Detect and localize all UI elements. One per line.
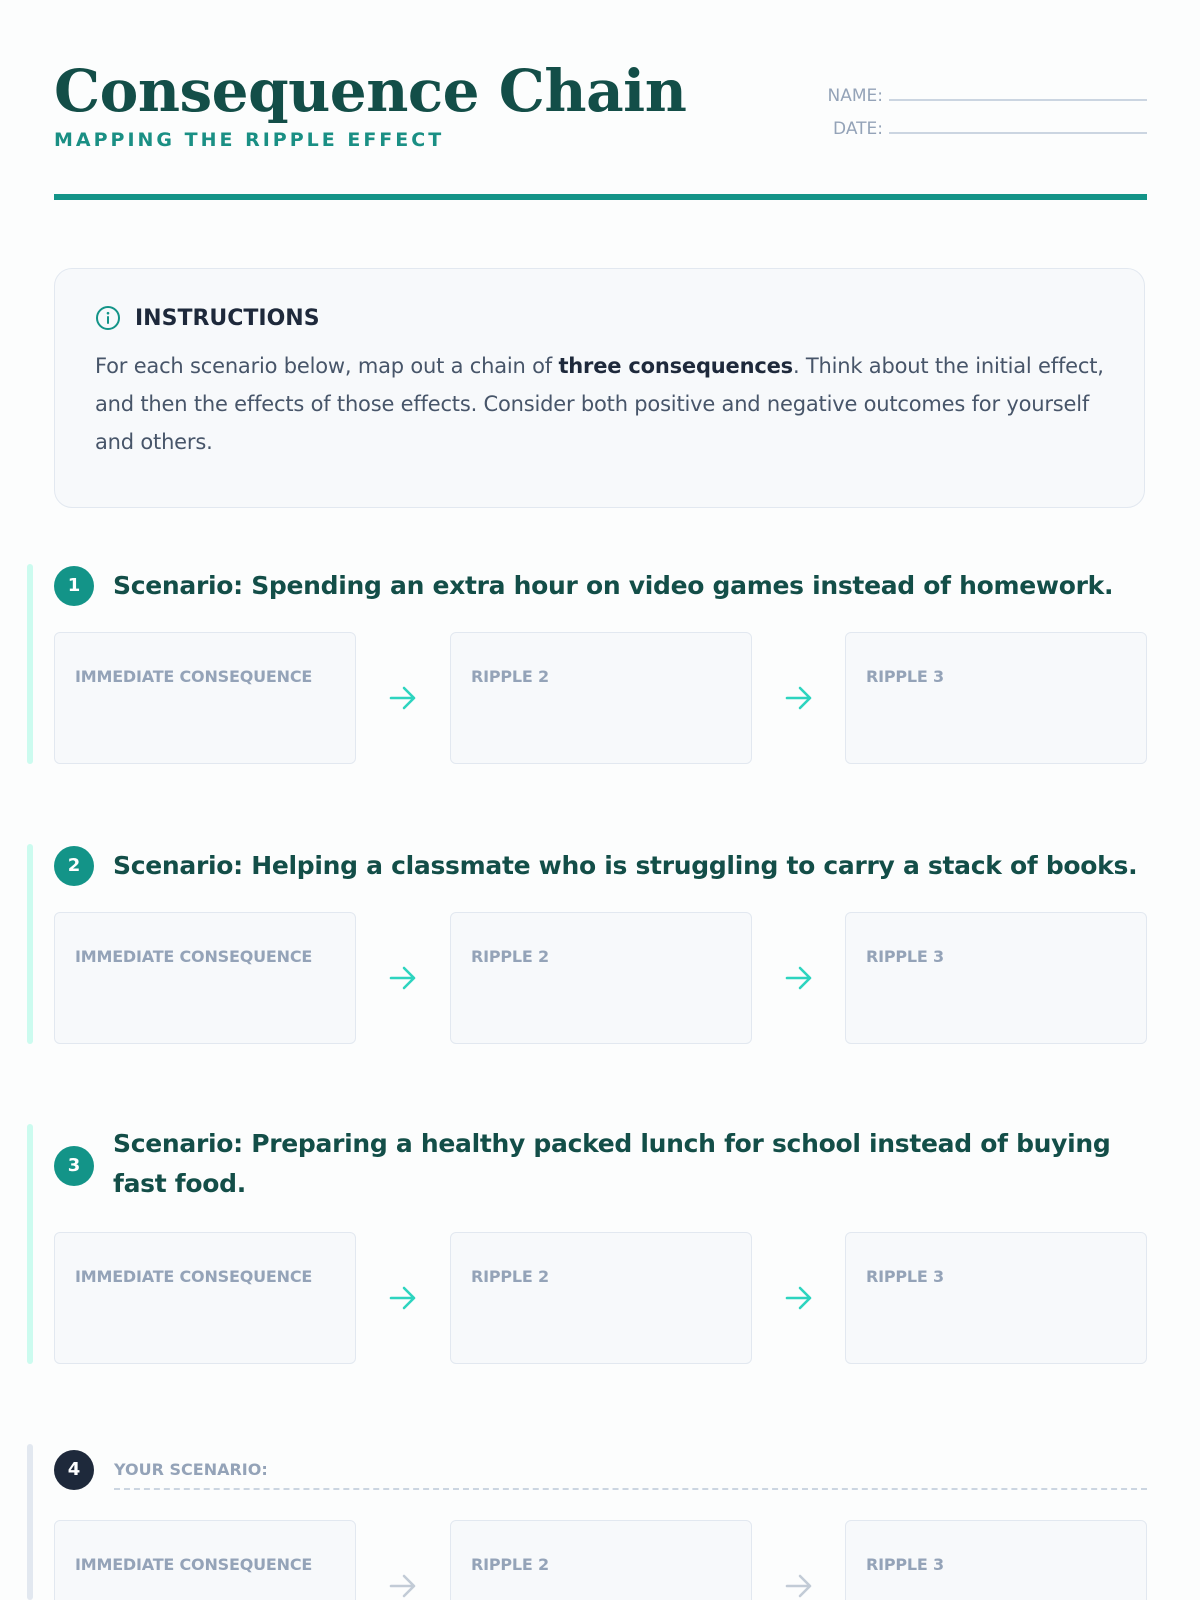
arrow-right-icon [387,962,419,994]
instructions-heading [95,305,1104,331]
scenario-accent-bar [27,1444,33,1600]
date-label: DATE: [833,119,883,139]
box-label: IMMEDIATE CONSEQUENCE [75,667,313,686]
box-label: IMMEDIATE CONSEQUENCE [75,947,313,966]
instructions-text [95,347,1104,461]
scenario-1 [27,564,1147,764]
instructions-text-start: For each scenario below, map out a chain of [95,354,559,378]
box-label: RIPPLE 3 [866,667,944,686]
scenario-number-badge: 2 [54,846,94,886]
immediate-consequence-box[interactable] [54,912,356,1044]
consequence-chain [54,912,1147,1044]
arrow-right-icon [783,1570,815,1600]
name-field[interactable] [889,81,1147,101]
scenario-number-badge: 4 [54,1450,94,1490]
scenario-title: Scenario: Helping a classmate who is struggling to carry a stack of books. [113,851,1138,880]
page-subtitle: MAPPING THE RIPPLE EFFECT [54,129,445,151]
scenario-3 [27,1124,1147,1364]
scenario-4-custom [27,1444,1147,1600]
instructions-panel [54,268,1145,508]
box-label: RIPPLE 2 [471,1555,549,1574]
scenario-number-badge: 1 [54,566,94,606]
scenario-2 [27,844,1147,1044]
arrow-right-icon [387,682,419,714]
arrow-right-icon [783,682,815,714]
ripple-3-box[interactable] [845,912,1147,1044]
ripple-3-box[interactable] [845,1232,1147,1364]
consequence-chain [54,632,1147,764]
name-row [807,74,1147,107]
box-label: RIPPLE 3 [866,1267,944,1286]
immediate-consequence-box[interactable] [54,632,356,764]
arrow-right-icon [387,1282,419,1314]
box-label: RIPPLE 2 [471,1267,549,1286]
consequence-chain [54,1232,1147,1364]
info-icon [95,305,121,331]
scenario-number-badge: 3 [54,1146,94,1186]
date-row [807,107,1147,140]
ripple-3-box[interactable] [845,1520,1147,1600]
date-field[interactable] [889,114,1147,134]
box-label: RIPPLE 3 [866,1555,944,1574]
your-scenario-label: YOUR SCENARIO: [114,1460,268,1479]
immediate-consequence-box[interactable] [54,1232,356,1364]
ripple-2-box[interactable] [450,632,752,764]
header-divider [54,194,1147,200]
ripple-3-box[interactable] [845,632,1147,764]
instructions-title: INSTRUCTIONS [135,305,320,331]
scenario-accent-bar [27,844,33,1044]
scenario-title: Scenario: Preparing a healthy packed lunch for school instead of buying fast food. [113,1129,1111,1198]
your-scenario-field[interactable] [114,1488,1147,1490]
page-title: Consequence Chain [54,57,687,125]
instructions-text-end: . Think about the initial effect, and then the effects of those effects. Consider both positive and negative outcomes for yourself and others. [95,354,1104,454]
box-label: RIPPLE 2 [471,667,549,686]
arrow-right-icon [387,1570,419,1600]
name-label: NAME: [827,86,883,106]
box-label: IMMEDIATE CONSEQUENCE [75,1555,313,1574]
box-label: IMMEDIATE CONSEQUENCE [75,1267,313,1286]
ripple-2-box[interactable] [450,1232,752,1364]
immediate-consequence-box[interactable] [54,1520,356,1600]
ripple-2-box[interactable] [450,1520,752,1600]
arrow-right-icon [783,1282,815,1314]
student-info [807,74,1147,140]
scenario-title: Scenario: Spending an extra hour on video games instead of homework. [113,571,1114,600]
consequence-chain [54,1520,1147,1600]
ripple-2-box[interactable] [450,912,752,1044]
arrow-right-icon [783,962,815,994]
instructions-text-emphasis: three consequences [558,354,793,378]
box-label: RIPPLE 3 [866,947,944,966]
scenario-accent-bar [27,1124,33,1364]
box-label: RIPPLE 2 [471,947,549,966]
scenario-accent-bar [27,564,33,764]
